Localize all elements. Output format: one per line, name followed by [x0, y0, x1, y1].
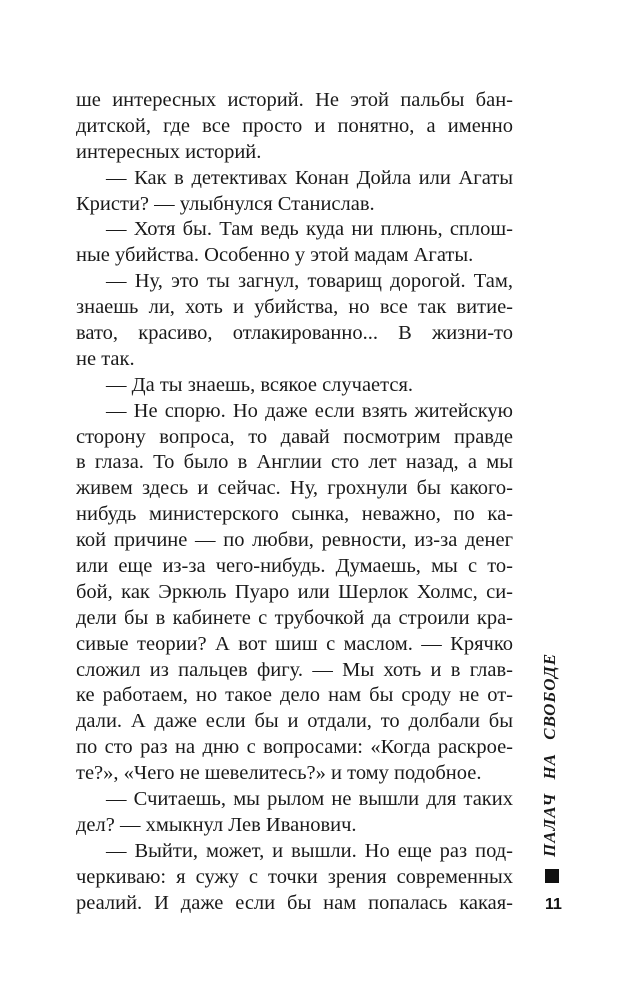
text-line: сложил из пальцев фигу. — Мы хоть и в глав- — [76, 658, 513, 681]
text-line: знаешь ли, хоть и убийства, но все так витие- — [76, 296, 513, 319]
text-line: — Да ты знаешь, всякое случается. — [106, 373, 414, 396]
text-line: дитской, где все просто и понятно, а именно — [76, 114, 513, 137]
text-line: — Как в детективах Конан Дойла или Агаты — [106, 166, 513, 189]
text-line: интересных историй. — [76, 140, 262, 163]
text-line: Кристи? — улыбнулся Станислав. — [76, 192, 375, 215]
text-line: дали. А даже если бы и отдали, то долбали бы — [76, 710, 513, 733]
text-line: вато, красиво, отлакированно... В жизни-то — [76, 322, 513, 345]
text-line: кой причине — по любви, ревности, из-за денег — [76, 529, 513, 552]
text-line: сивые теории? А вот шиш с маслом. — Крячко — [76, 632, 513, 655]
text-line: — Не спорю. Но даже если взять житейскую — [106, 399, 513, 422]
text-line: — Ну, это ты загнул, товарищ дорогой. Там, — [106, 270, 513, 293]
text-line: или еще из-за чего-нибудь. Думаешь, мы с то- — [76, 555, 513, 578]
text-line: реалий. И даже если бы нам попалась какая- — [76, 891, 513, 914]
page-number: 11 — [545, 896, 562, 913]
text-line: ке работаем, но такое дело нам бы сроду не от- — [76, 684, 513, 707]
text-line: ные убийства. Особенно у этой мадам Агаты. — [76, 244, 474, 267]
text-line: дели бы в кабинете с трубочкой да строили кра- — [76, 606, 513, 629]
text-line: в глаза. То было в Англии сто лет назад, а мы — [76, 451, 513, 474]
square-marker-icon — [545, 869, 559, 883]
text-line: нибудь министерского сынка, неважно, по ка- — [76, 503, 513, 526]
text-line: не так. — [76, 347, 135, 370]
text-line: — Хотя бы. Там ведь куда ни плюнь, сплош- — [106, 218, 513, 241]
text-line: ше интересных историй. Не этой пальбы бан- — [76, 89, 513, 111]
text-line: — Считаешь, мы рылом не вышли для таких — [106, 788, 513, 811]
text-line: черкиваю: я сужу с точки зрения современных — [76, 865, 513, 888]
text-line: по сто раз на дню с вопросами: «Когда раскрое- — [76, 736, 513, 759]
text-line: те?», «Чего не шевелитесь?» и тому подобное. — [76, 762, 482, 785]
text-line: — Выйти, может, и вышли. Но еще раз под- — [106, 839, 513, 862]
text-line: дел? — хмыкнул Лев Иванович. — [76, 813, 357, 836]
text-line: бой, как Эркюль Пуаро или Шерлок Холмс, си- — [76, 580, 513, 603]
text-line: живем здесь и сейчас. Ну, грохнули бы какого- — [76, 477, 513, 500]
book-page-body — [76, 88, 513, 917]
text-line: сторону вопроса, то давай посмотрим правде — [76, 425, 513, 448]
running-title: ПАЛАЧ НА СВОБОДЕ — [540, 652, 559, 857]
